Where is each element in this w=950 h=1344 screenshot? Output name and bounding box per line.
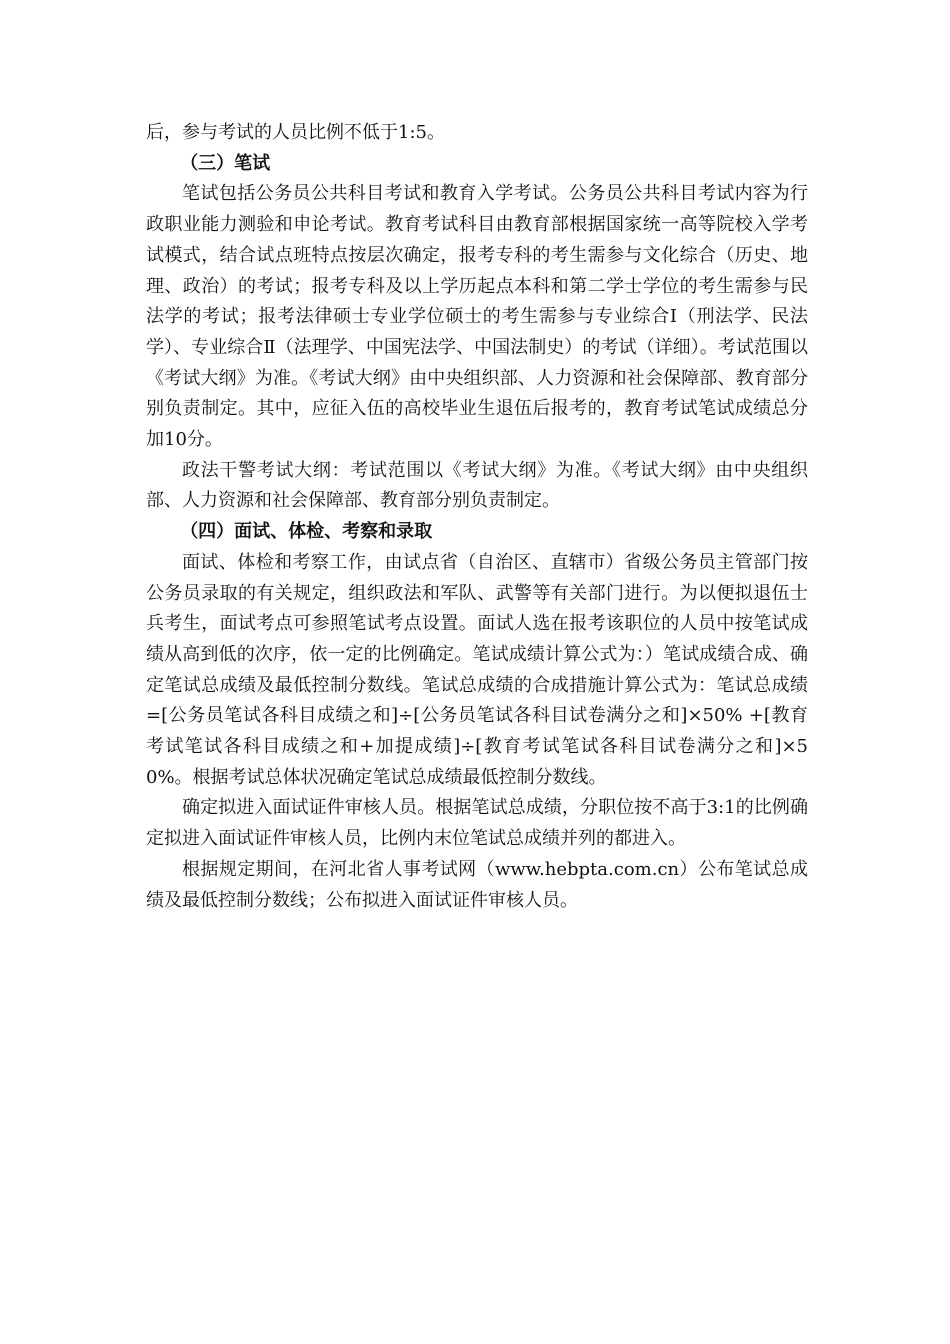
paragraph-written-exam: 笔试包括公务员公共科目考试和教育入学考试。公务员公共科目考试内容为行政职业能力测验和申论考试。教育考试科目由教育部根据国家统一高等院校入学考试模式，结合试点班特点按层次确定，报考专科的考生需参与文化综合（历史、地理、政治）的考试；报考专科及以上学历起点本科和第二学士学位的考生需参与民法学的考试；报考法律硕士专业学位硕士的考生需参与专业综合Ⅰ（刑法学、民法学）、专业综合Ⅱ（法理学、中国宪法学、中国法制史）的考试（详细）。考试范围以《考试大纲》为准。《考试大纲》由中央组织部、人力资源和社会保障部、教育部分别负责制定。其中，应征入伍的高校毕业生退伍后报考的，教育考试笔试成绩总分加10分。 [146, 183, 808, 451]
section-heading-interview: （四）面试、体检、考察和录取 [180, 521, 433, 543]
paragraph-interview: 面试、体检和考察工作，由试点省（自治区、直辖市）省级公务员主管部门按公务员录取的有关规定，组织政法和军队、武警等有关部门进行。为以便拟退伍士兵考生，面试考点可参照笔试考点设置。面试人选在报考该职位的人员中按笔试成绩从高到低的次序，依一定的比例确定。笔试成绩计算公式为：）笔试成绩合成、确定笔试总成绩及最低控制分数线。笔试总成绩的合成措施计算公式为：笔试总成绩=[公务员笔试各科目成绩之和]÷[公务员笔试各科目试卷满分之和]×50% +[教育考试笔试各科目成绩之和+加提成绩]÷[教育考试笔试各科目试卷满分之和]×50%。根据考试总体状况确定笔试总成绩最低控制分数线。 [146, 551, 808, 788]
document-page [146, 118, 808, 916]
paragraph-exam-outline: 政法干警考试大纲：考试范围以《考试大纲》为准。《考试大纲》由中央组织部、人力资源和社会保障部、教育部分别负责制定。 [146, 459, 808, 512]
section-heading-written-exam: （三）笔试 [180, 152, 271, 174]
paragraph-publication: 根据规定期间，在河北省人事考试网（www.hebpta.com.cn）公布笔试总成绩及最低控制分数线；公布拟进入面试证件审核人员。 [146, 858, 808, 911]
paragraph-review-personnel: 确定拟进入面试证件审核人员。根据笔试总成绩，分职位按不高于3:1的比例确定拟进入面试证件审核人员，比例内末位笔试总成绩并列的都进入。 [146, 797, 808, 850]
paragraph-continuation: 后，参与考试的人员比例不低于1:5。 [146, 122, 445, 143]
